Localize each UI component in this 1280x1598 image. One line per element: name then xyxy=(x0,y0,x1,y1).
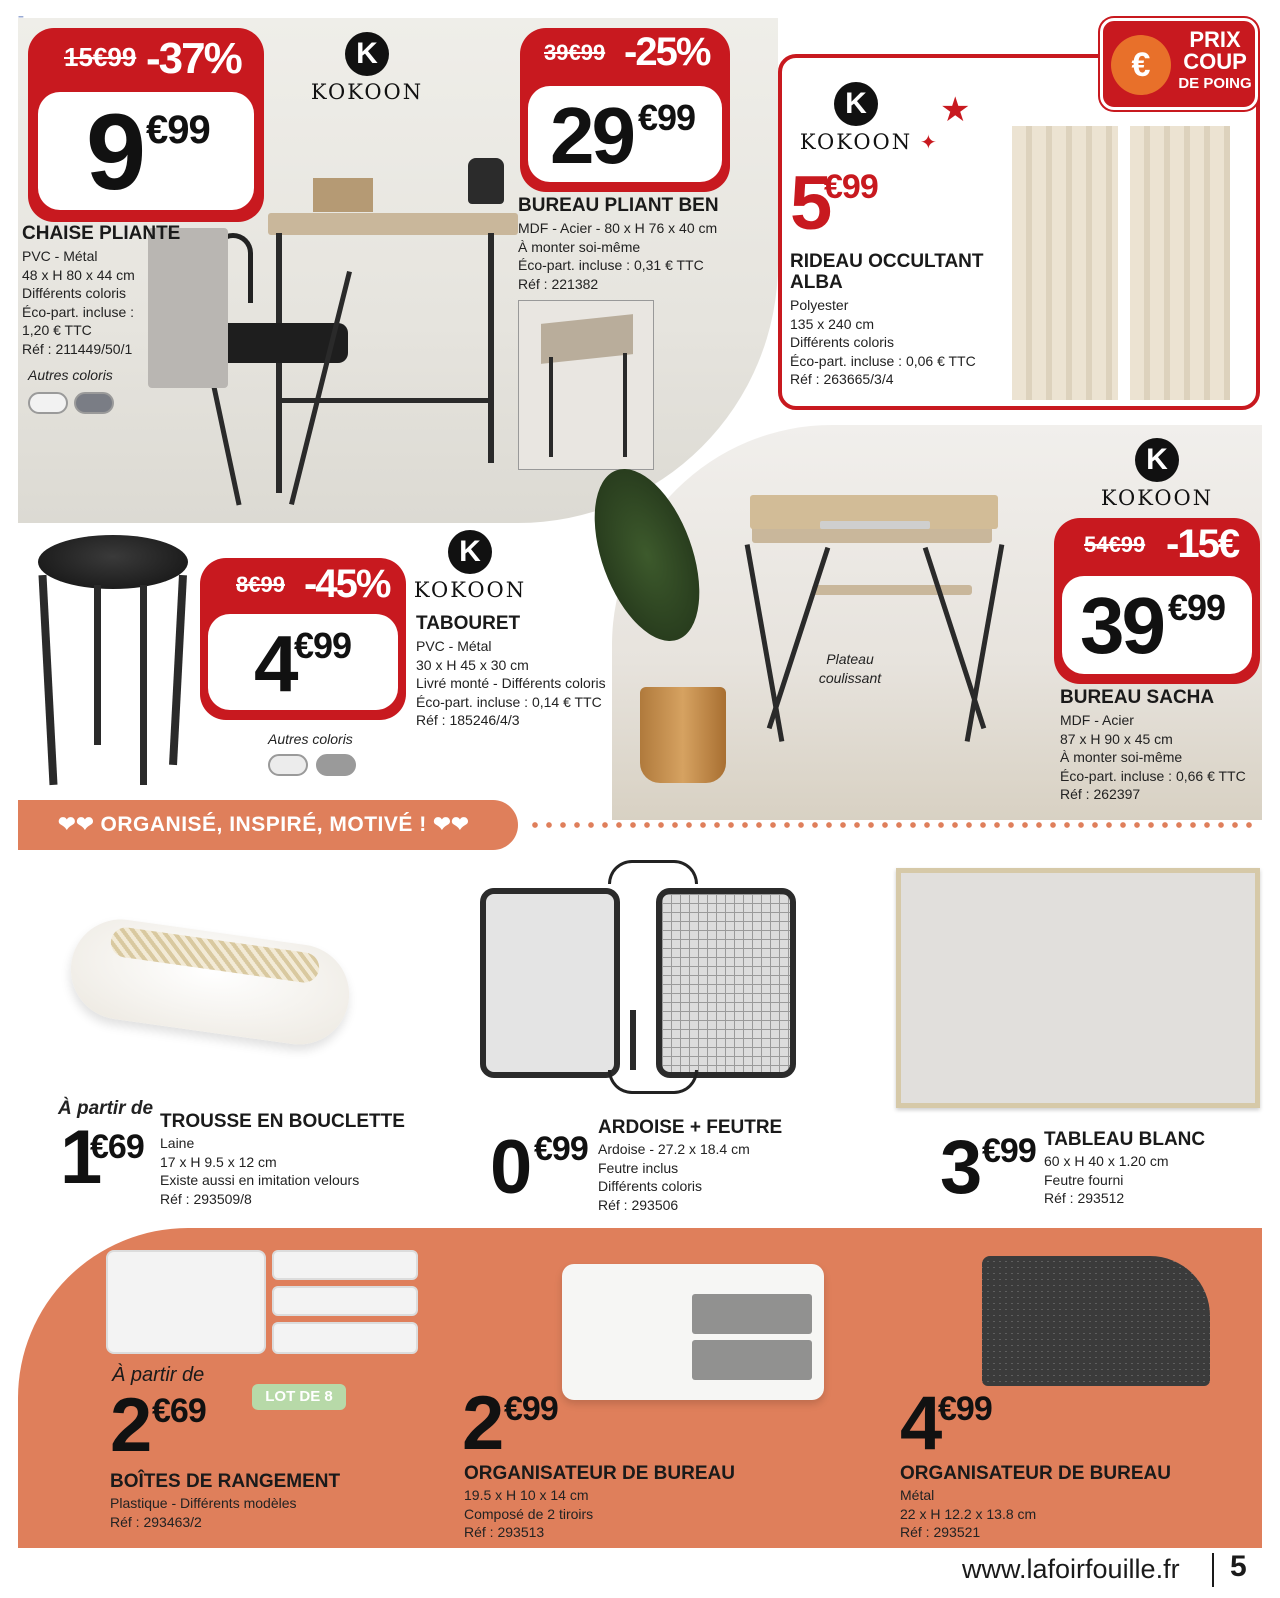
tableau-line: Feutre fourni xyxy=(1044,1171,1124,1188)
sacha-line: À monter soi-même xyxy=(1060,749,1183,765)
ardoise-photo xyxy=(478,860,808,1100)
chaise-line: Différents coloris xyxy=(22,285,127,301)
tabouret-line: Éco-part. incluse : 0,14 € TTC xyxy=(416,693,602,710)
chaise-line: Réf : 211449/50/1 xyxy=(22,340,133,357)
trousse-photo xyxy=(60,912,360,1062)
orga1-line: Réf : 293513 xyxy=(464,1524,545,1540)
prix-coup-de-poing-badge xyxy=(1100,18,1258,110)
kokoon-logo-mark: K xyxy=(1135,438,1179,482)
kokoon-logo-name: KOKOON xyxy=(413,578,527,602)
tabouret-price-dec: €99 xyxy=(294,625,352,666)
chaise-old-price: 15€99 xyxy=(64,42,137,72)
badge-line: PRIX xyxy=(1189,27,1241,52)
boites-from: À partir de xyxy=(112,1364,205,1386)
chaise-colors-label: Autres coloris xyxy=(28,367,113,383)
rideau-line: Réf : 263665/3/4 xyxy=(790,371,894,387)
orga1-line: Composé de 2 tiroirs xyxy=(464,1505,594,1522)
tabouret-colors-label: Autres coloris xyxy=(268,731,353,747)
rideau-line: Polyester xyxy=(790,297,849,313)
tableau-photo xyxy=(896,868,1260,1108)
orga2-line: Métal xyxy=(900,1487,935,1503)
boites-photo xyxy=(106,1250,418,1360)
tabouret-line: Réf : 185246/4/3 xyxy=(416,712,520,728)
sacha-line: Éco-part. incluse : 0,66 € TTC xyxy=(1060,767,1246,784)
trousse-title: TROUSSE EN BOUCLETTE xyxy=(160,1111,405,1132)
chaise-price-box xyxy=(38,92,254,210)
chaise-title: CHAISE PLIANTE xyxy=(22,223,181,244)
ardoise-line: Ardoise - 27.2 x 18.4 cm xyxy=(598,1141,750,1157)
tableau-price-dec: €99 xyxy=(982,1132,1036,1170)
tabouret-swatch-grey xyxy=(316,754,356,776)
tableau-desc xyxy=(1044,1152,1169,1208)
kokoon-logo xyxy=(302,32,432,104)
tabouret-line: Livré monté - Différents coloris xyxy=(416,675,606,691)
sacha-desc xyxy=(1060,711,1246,804)
tabouret-price-int: 4 xyxy=(254,619,296,708)
curtain-right xyxy=(1130,126,1230,400)
ben-old-price: 39€99 xyxy=(544,40,606,65)
ben-title: BUREAU PLIANT BEN xyxy=(518,195,719,216)
kokoon-logo-name: KOKOON xyxy=(310,80,424,104)
tabouret-title: TABOURET xyxy=(416,613,521,634)
sacha-old-price: 54€99 xyxy=(1084,532,1146,557)
sacha-annotation-line: coulissant xyxy=(818,669,882,686)
tableau-title: TABLEAU BLANC xyxy=(1044,1129,1206,1150)
tabouret-photo xyxy=(20,535,190,790)
kokoon-logo-mark: K xyxy=(834,82,878,126)
orga2-price-dec: €99 xyxy=(938,1390,992,1428)
tabouret-price-box xyxy=(208,614,398,710)
tableau-price-int: 3 xyxy=(940,1125,980,1210)
rideau-title-line: ALBA xyxy=(790,271,843,293)
ardoise-line: Réf : 293506 xyxy=(598,1196,679,1213)
boites-line: Plastique - Différents modèles xyxy=(110,1495,297,1511)
chaise-line: Éco-part. incluse : xyxy=(22,303,135,320)
chaise-swatch-white xyxy=(28,392,68,414)
ben-price-int: 29 xyxy=(550,91,633,180)
tabouret-discount: -45% xyxy=(304,562,390,606)
ben-price-sticker xyxy=(520,28,730,192)
ben-line: Éco-part. incluse : 0,31 € TTC xyxy=(518,257,704,273)
boites-desc xyxy=(110,1494,297,1531)
website-link[interactable]: www.lafoirfouille.fr xyxy=(962,1554,1180,1584)
trousse-line: Réf : 293509/8 xyxy=(160,1190,252,1207)
kokoon-logo xyxy=(1092,438,1222,510)
tabouret-price-sticker xyxy=(200,558,406,720)
kokoon-logo-name: KOKOON xyxy=(799,130,913,154)
rideau-price-dec: €99 xyxy=(824,168,878,206)
ben-desc xyxy=(518,219,717,293)
trousse-desc xyxy=(160,1134,359,1208)
star-icon: ★ xyxy=(940,91,971,129)
trousse-price-dec: €69 xyxy=(90,1128,144,1166)
rideau-desc xyxy=(790,296,976,389)
badge-line: COUP xyxy=(1183,49,1247,74)
chaise-line: 48 x H 80 x 44 cm xyxy=(22,266,135,283)
trousse-line: Laine xyxy=(160,1135,195,1151)
chaise-line: 1,20 € TTC xyxy=(22,322,92,338)
sacha-annotation-line: Plateau xyxy=(826,651,874,667)
sacha-line: MDF - Acier xyxy=(1060,712,1134,728)
ben-discount: -25% xyxy=(624,30,710,74)
tabouret-desc xyxy=(416,637,606,730)
rideau-price-int: 5 xyxy=(790,161,830,246)
ardoise-title: ARDOISE + FEUTRE xyxy=(598,1117,783,1138)
sacha-price-dec: €99 xyxy=(1168,587,1226,628)
kokoon-logo-name: KOKOON xyxy=(1100,486,1214,510)
badge-line: DE POING xyxy=(1178,75,1252,92)
chaise-desc xyxy=(22,247,135,358)
tableau-line: Réf : 293512 xyxy=(1044,1190,1125,1206)
ben-line: Réf : 221382 xyxy=(518,275,599,292)
ardoise-price-dec: €99 xyxy=(534,1130,588,1168)
sacha-line: Réf : 262397 xyxy=(1060,786,1141,802)
trousse-line: Existe aussi en imitation velours xyxy=(160,1172,360,1188)
boites-lot-badge: LOT DE 8 xyxy=(252,1384,346,1410)
page-number: 5 xyxy=(1230,1550,1247,1583)
tabouret-line: PVC - Métal xyxy=(416,638,492,654)
tableau-line: 60 x H 40 x 1.20 cm xyxy=(1044,1153,1169,1169)
tabouret-old-price: 8€99 xyxy=(236,572,285,597)
sacha-discount: -15€ xyxy=(1166,522,1239,566)
ben-price-dec: €99 xyxy=(638,97,696,138)
curtain-left xyxy=(1012,126,1118,400)
ardoise-line: Feutre inclus xyxy=(598,1159,679,1176)
kokoon-logo xyxy=(410,530,530,602)
ben-price-box xyxy=(528,86,722,182)
tabouret-swatch-light xyxy=(268,754,308,776)
section-banner: ❤❤ ORGANISÉ, INSPIRÉ, MOTIVÉ ! ❤❤ xyxy=(18,800,518,850)
sacha-price-sticker xyxy=(1054,518,1260,684)
orga1-line: 19.5 x H 10 x 14 cm xyxy=(464,1487,589,1503)
boites-price-int: 2 xyxy=(110,1383,150,1468)
rideau-line: 135 x 240 cm xyxy=(790,315,875,332)
dotted-divider xyxy=(528,822,1258,828)
chaise-discount: -37% xyxy=(146,34,241,83)
kokoon-logo xyxy=(796,82,916,154)
sacha-annotation xyxy=(810,650,890,687)
trousse-from: À partir de xyxy=(58,1098,154,1119)
ardoise-price-int: 0 xyxy=(490,1125,530,1210)
orga2-photo xyxy=(982,1238,1210,1388)
orga1-photo xyxy=(562,1250,824,1400)
boites-title: BOÎTES DE RANGEMENT xyxy=(110,1471,341,1492)
sacha-price-int: 39 xyxy=(1080,581,1163,670)
sacha-line: 87 x H 90 x 45 cm xyxy=(1060,730,1173,747)
chaise-price-dec: €99 xyxy=(146,108,210,152)
chaise-price-int: 9 xyxy=(86,91,144,212)
fist-euro-icon: € xyxy=(1111,35,1171,95)
chaise-price-sticker xyxy=(28,28,264,222)
orga1-title: ORGANISATEUR DE BUREAU xyxy=(464,1463,735,1484)
ben-line: MDF - Acier - 80 x H 76 x 40 cm xyxy=(518,220,718,236)
trousse-line: 17 x H 9.5 x 12 cm xyxy=(160,1153,277,1170)
rideau-title-line: RIDEAU OCCULTANT xyxy=(790,251,984,272)
orga1-desc xyxy=(464,1486,593,1542)
orga1-price-int: 2 xyxy=(462,1381,502,1466)
ardoise-line: Différents coloris xyxy=(598,1178,703,1194)
chaise-swatch-grey xyxy=(74,392,114,414)
kokoon-logo-mark: K xyxy=(345,32,389,76)
star-icon: ✦ xyxy=(920,132,937,154)
kokoon-logo-mark: K xyxy=(448,530,492,574)
orga1-price-dec: €99 xyxy=(504,1390,558,1428)
orga2-line: 22 x H 12.2 x 13.8 cm xyxy=(900,1505,1037,1522)
ben-folded-photo xyxy=(518,300,654,470)
boites-price-dec: €69 xyxy=(152,1392,206,1430)
sacha-price-box xyxy=(1062,576,1252,674)
rideau-title xyxy=(790,252,984,294)
rideau-line: Éco-part. incluse : 0,06 € TTC xyxy=(790,352,976,369)
orga2-price-int: 4 xyxy=(900,1381,940,1466)
sacha-title: BUREAU SACHA xyxy=(1060,687,1215,708)
orga2-line: Réf : 293521 xyxy=(900,1524,981,1540)
footer-divider xyxy=(1212,1553,1214,1587)
boites-line: Réf : 293463/2 xyxy=(110,1513,202,1530)
chaise-line: PVC - Métal xyxy=(22,248,98,264)
ben-line: À monter soi-même xyxy=(518,238,641,255)
orga2-title: ORGANISATEUR DE BUREAU xyxy=(900,1463,1171,1484)
orga2-desc xyxy=(900,1486,1036,1542)
tabouret-line: 30 x H 45 x 30 cm xyxy=(416,656,529,673)
ardoise-desc xyxy=(598,1140,750,1214)
trousse-price-int: 1 xyxy=(60,1115,100,1200)
rideau-line: Différents coloris xyxy=(790,334,895,350)
